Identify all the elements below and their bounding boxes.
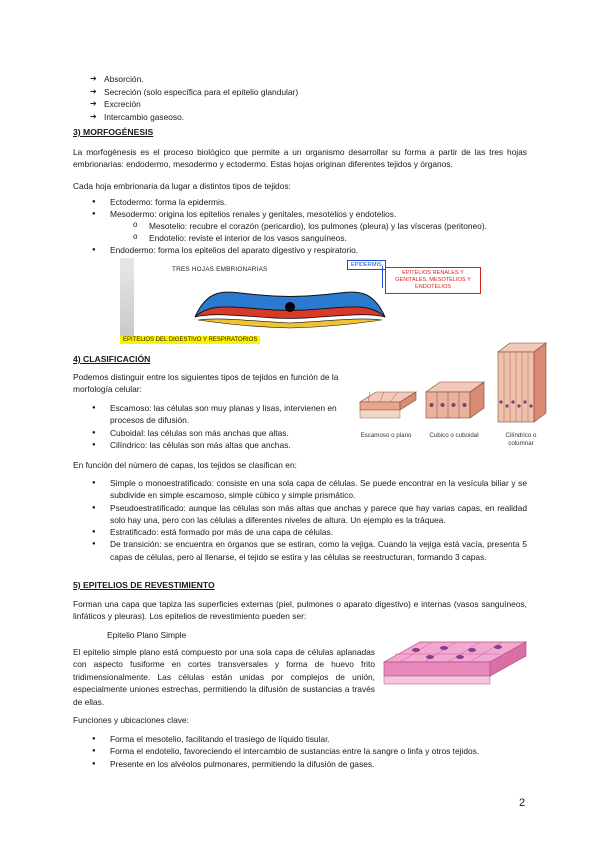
cell-types-figure (358, 340, 548, 470)
hojas-intro: Cada hoja embrionaria da lugar a distintos tipos de tejidos: (73, 181, 291, 191)
morphology-list (90, 402, 356, 451)
plano-simple-paragraph: El epitelio simple plano está compuesto por una sola capa de células aplanadas con aspecto fusiforme en cortes transversales y forma de huevo frito tridimensionalmente. Las células están unidas por complejos de unión, especialmente uniones estrechas, permitiendo la difusión de sustancias a través de ellas. (73, 647, 375, 707)
list-item-ectodermo: ● Ectodermo: forma la epidermis. (90, 196, 530, 208)
label-cilindrico: Cilíndrico o columnar (505, 432, 537, 447)
funciones-intro: Funciones y ubicaciones clave: (73, 715, 189, 725)
columnar-cells-drawing (496, 340, 548, 426)
list-item-escamoso: ● Escamoso: las células son muy planas y lisas, intervienen en procesos de difusión. (90, 402, 356, 427)
heading-clasificacion: 4) CLASIFICACIÓN (73, 354, 151, 364)
clasificacion-intro: Podemos distinguir entre los siguientes tipos de tejidos en función de la morfología celular: (73, 372, 339, 395)
label-escamoso: Escamoso o plano (360, 432, 412, 439)
label-cubico: Cubico o cuboidal (429, 432, 479, 439)
hojas-list-cont (90, 244, 530, 256)
list-item-endodermo: ● Endodermo: forma los epitelios del aparato digestivo y respiratorio. (90, 244, 530, 256)
list-item-transicion: ● De transición: se encuentra en órganos que se estiran, como la vejiga. Cuando la vejiga está vacía, presenta 5 capas de células, pero al llenarse, el tejido se estira y las células se reestructuran, formando 3 capas. (90, 538, 527, 563)
embryo-layers-drawing (190, 273, 390, 335)
subheading-plano-simple: Epitelio Plano Simple (107, 630, 187, 640)
morfogenesis-paragraph: La morfogénesis es el proceso biológico que permite a un organismo desarrollar su forma a partir de las tres hojas embrionarias: endodermo, mesodermo y ectodermo. Estas hojas originan diferentes tejidos y órganos. (73, 147, 527, 170)
heading-morfogenesis: 3) MORFOGÉNESIS (73, 127, 154, 137)
list-item-cilindrico: ● Cilíndrico: las células son más altas que anchas. (90, 439, 356, 451)
list-item-estratificado: ● Estratificado: está formado por más de una capa de células. (90, 526, 527, 538)
arrow-item: ➔ Secreción (solo específica para el epitelio glandular) (90, 86, 550, 99)
list-item-funcion: ● Forma el endotelio, favoreciendo el intercambio de sustancias entre la sangre o linfa y otros tejidos. (90, 745, 530, 757)
list-item-pseudoestratificado: ● Pseudoestratificado: aunque las células son más altas que anchas y parece que hay varias capas, en realidad solo hay una, pero con las células a diferentes niveles de altura. Un ejemplo es la tráquea. (90, 502, 527, 527)
embryonic-layers-figure (120, 258, 505, 353)
hojas-list (90, 196, 530, 221)
list-item-mesodermo: ● Mesodermo: origina los epitelios renales y genitales, mesotelios y endotelios. (90, 208, 530, 220)
functions-arrow-list (90, 73, 550, 123)
notochord-dot (285, 302, 295, 312)
heading-revestimiento: 5) EPITELIOS DE REVESTIMIENTO (73, 580, 215, 590)
cuboidal-cells-drawing (424, 378, 486, 424)
mesodermo-sublist (133, 220, 533, 245)
epidermis-pointer (382, 266, 383, 288)
page-number: 2 (519, 797, 526, 809)
list-item-endotelio: o Endotelio: reviste el interior de los vasos sanguíneos. (133, 232, 533, 244)
arrow-item: ➔ Absorción. (90, 73, 550, 86)
capas-intro: En función del número de capas, los tejidos se clasifican en: (73, 460, 297, 470)
list-item-cuboidal: ● Cuboidal: las células son más anchas que altas. (90, 427, 356, 439)
label-epidermis: EPIDERMIS (347, 260, 386, 270)
list-item-mesotelio: o Mesotelio: recubre el corazón (pericardio), los pulmones (pleura) y las vísceras (peritoneo). (133, 220, 533, 232)
figure-title: TRES HOJAS EMBRIONARIAS (172, 266, 268, 273)
squamous-cells-drawing (358, 388, 418, 424)
arrow-item: ➔ Excreción (90, 98, 550, 111)
list-item-funcion: ● Forma el mesotelio, facilitando el trasiego de líquido tisular. (90, 733, 530, 745)
label-digestivo: EPITELIOS DEL DIGESTIVO Y RESPIRATORIOS (120, 336, 260, 344)
capas-list (90, 477, 527, 563)
list-item-simple: ● Simple o monoestratificado: consiste en una sola capa de células. Se puede encontrar en la vesícula biliar y se subdivide en simple escamoso, simple cúbico y simple prismático. (90, 477, 527, 502)
simple-squamous-drawing (380, 636, 530, 696)
arrow-item: ➔ Intercambio gaseoso. (90, 111, 550, 124)
figure-gray-bar (120, 258, 134, 340)
label-renales: EPITELIOS RENALES Y GENITALES, MESOTELIOS Y ENDOTELIOS (385, 267, 481, 294)
funciones-list (90, 733, 530, 770)
list-item-funcion: ● Presente en los alvéolos pulmonares, permitiendo la difusión de gases. (90, 758, 530, 770)
revestimiento-intro: Forman una capa que tapiza las superficies externas (piel, pulmones o aparato digestivo) e internas (vasos sanguíneos, linfáticos y pleuras). Los epitelios de revestimiento pueden ser: (73, 599, 527, 622)
